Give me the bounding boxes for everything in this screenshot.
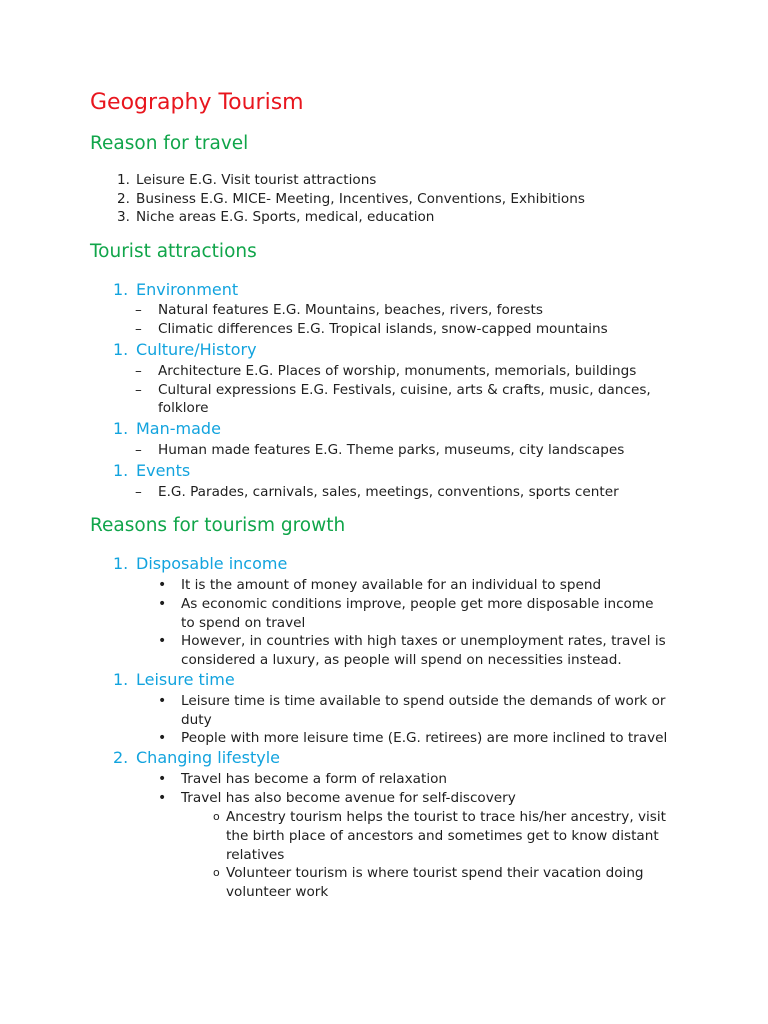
list-item	[158, 789, 516, 808]
list-item-text: duty	[181, 711, 212, 728]
list-item	[158, 576, 602, 595]
list-item-text: Leisure E.G. Visit tourist attractions	[136, 172, 377, 188]
list-item-text: As economic conditions improve, people get more disposable income	[181, 596, 654, 612]
bullet-icon: •	[158, 596, 167, 612]
list-item	[158, 632, 666, 651]
subsection-number: 1.	[113, 461, 129, 480]
document-title: Geography Tourism	[90, 90, 304, 115]
list-item	[158, 770, 448, 789]
list-item-text: Leisure time is time available to spend outside the demands of work or	[181, 693, 666, 709]
subsection-label: Environment	[136, 280, 239, 299]
subsection-heading-man-made	[113, 418, 221, 440]
list-item	[117, 171, 377, 190]
list-item-text: Travel has also become avenue for self-discovery	[181, 790, 516, 806]
list-item-text: Climatic differences E.G. Tropical islands, snow-capped mountains	[158, 321, 608, 337]
list-item-text: Ancestry tourism helps the tourist to trace his/her ancestry, visit	[226, 809, 666, 825]
circle-bullet-icon: o	[213, 810, 220, 823]
section-heading-reasons-for-tourism-growth: Reasons for tourism growth	[90, 515, 346, 536]
list-item-text: However, in countries with high taxes or unemployment rates, travel is	[181, 633, 666, 649]
subsection-label: Disposable income	[136, 554, 288, 573]
dash-icon: –	[135, 321, 142, 337]
list-item-text: Volunteer tourism is where tourist spend their vacation doing	[226, 865, 644, 881]
list-item	[117, 208, 435, 227]
sub-list-item-continuation	[226, 827, 659, 846]
section-heading-tourist-attractions: Tourist attractions	[90, 241, 257, 262]
list-number: 1.	[117, 172, 130, 188]
list-item-text: People with more leisure time (E.G. retirees) are more inclined to travel	[181, 730, 668, 746]
subsection-label: Changing lifestyle	[136, 748, 280, 767]
list-item-continuation	[181, 651, 622, 670]
subsection-heading-leisure-time	[113, 669, 235, 691]
subsection-number: 1.	[113, 419, 129, 438]
list-item-text: Niche areas E.G. Sports, medical, education	[136, 209, 435, 225]
list-item	[158, 692, 666, 711]
subsection-heading-events	[113, 460, 190, 482]
list-number: 2.	[117, 190, 130, 207]
list-item	[135, 483, 619, 502]
list-item	[135, 381, 651, 400]
subsection-label: Leisure time	[136, 670, 235, 689]
list-item-text: Architecture E.G. Places of worship, monuments, memorials, buildings	[158, 363, 637, 379]
list-number: 3.	[117, 209, 130, 225]
bullet-icon: •	[158, 633, 167, 649]
subsection-number: 1.	[113, 340, 129, 359]
subsection-label: Events	[136, 461, 191, 480]
circle-bullet-icon: o	[213, 866, 220, 879]
bullet-icon: •	[158, 771, 167, 787]
subsection-heading-culture-history	[113, 339, 257, 361]
list-item-text: Business E.G. MICE- Meeting, Incentives, Conventions, Exhibitions	[136, 190, 585, 207]
dash-icon: –	[135, 381, 142, 398]
list-item-text: Travel has become a form of relaxation	[181, 771, 448, 787]
subsection-heading-changing-lifestyle	[113, 747, 280, 769]
subsection-number: 1.	[113, 280, 129, 299]
list-item-continuation	[181, 711, 212, 730]
subsection-number: 1.	[113, 554, 129, 573]
sub-list-item	[213, 808, 666, 827]
list-item-text: It is the amount of money available for an individual to spend	[181, 577, 602, 593]
sub-list-item	[213, 864, 644, 883]
subsection-heading-environment	[113, 279, 238, 301]
dash-icon: –	[135, 484, 142, 500]
subsection-number: 1.	[113, 670, 129, 689]
list-item-text: folklore	[158, 400, 209, 416]
dash-icon: –	[135, 302, 142, 318]
subsection-label: Culture/History	[136, 340, 257, 359]
list-item-text: relatives	[226, 846, 285, 863]
list-item-text: considered a luxury, as people will spend on necessities instead.	[181, 651, 622, 668]
list-item-text: Cultural expressions E.G. Festivals, cuisine, arts & crafts, music, dances,	[158, 381, 651, 398]
sub-list-item-continuation	[226, 846, 284, 865]
bullet-icon: •	[158, 790, 167, 806]
list-item	[135, 441, 625, 460]
subsection-number: 2.	[113, 748, 129, 767]
list-item-text: the birth place of ancestors and sometimes get to know distant	[226, 828, 659, 844]
list-item	[135, 362, 637, 381]
list-item-continuation	[158, 399, 209, 418]
list-item-text: Human made features E.G. Theme parks, museums, city landscapes	[158, 442, 625, 458]
list-item	[158, 729, 668, 748]
subsection-heading-disposable-income	[113, 553, 287, 575]
dash-icon: –	[135, 363, 142, 379]
subsection-label: Man-made	[136, 419, 221, 438]
bullet-icon: •	[158, 693, 167, 709]
dash-icon: –	[135, 442, 142, 458]
list-item-text: volunteer work	[226, 883, 329, 900]
list-item-continuation	[181, 614, 305, 633]
list-item-text: E.G. Parades, carnivals, sales, meetings, conventions, sports center	[158, 484, 619, 500]
list-item	[117, 190, 585, 209]
list-item-text: to spend on travel	[181, 614, 306, 631]
list-item-text: Natural features E.G. Mountains, beaches, rivers, forests	[158, 302, 543, 318]
list-item	[135, 320, 608, 339]
list-item	[158, 595, 654, 614]
list-item	[135, 301, 543, 320]
bullet-icon: •	[158, 577, 167, 593]
bullet-icon: •	[158, 730, 167, 746]
sub-list-item-continuation	[226, 883, 328, 902]
section-heading-reason-for-travel: Reason for travel	[90, 133, 249, 154]
